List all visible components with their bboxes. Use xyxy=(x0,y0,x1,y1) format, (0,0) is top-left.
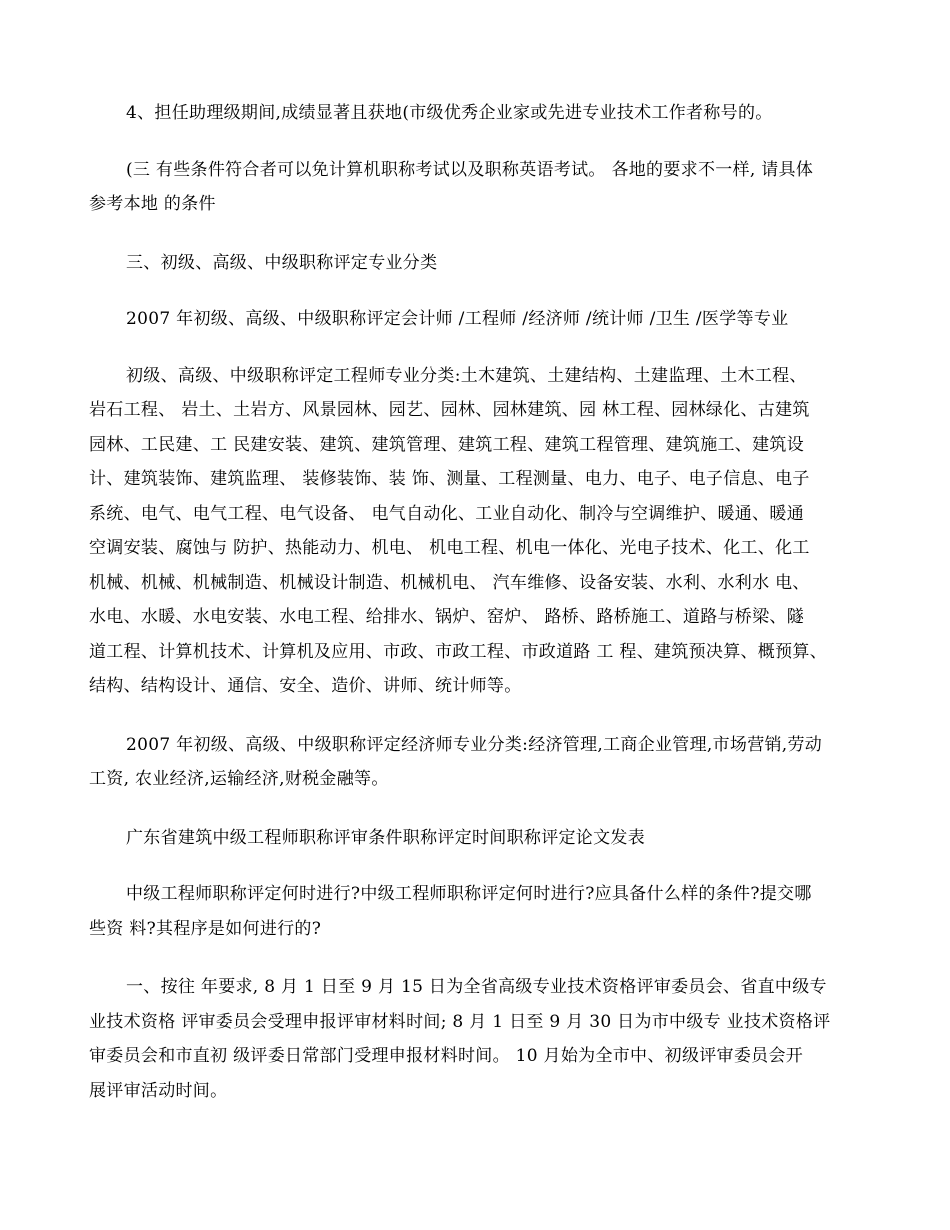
paragraph-questions: 中级工程师职称评定何时进行?中级工程师职称评定何时进行?应具备什么样的条件?提交哪 些资 料?其程序是如何进行的? xyxy=(89,884,812,939)
paragraph-guangdong-title: 广东省建筑中级工程师职称评审条件职称评定时间职称评定论文发表 xyxy=(126,827,645,848)
document-body xyxy=(89,96,874,1132)
paragraph-exemption-note: (三 有些条件符合者可以免计算机职称考试以及职称英语考试。 各地的要求不一样, 请具体 参考本地 的条件 xyxy=(89,159,814,214)
paragraph-economist-specialties: 2007 年初级、高级、中级职称评定经济师专业分类:经济管理,工商企业管理,市场营销,劳动 工资, 农业经济,运输经济,财税金融等。 xyxy=(89,734,823,789)
paragraph-engineer-specialties: 初级、高级、中级职称评定工程师专业分类:土木建筑、土建结构、土建监理、土木工程、 岩石工程、 岩土、土岩方、风景园林、园艺、园林、园林建筑、园 林工程、园林绿化、古建筑 园林、工民建、工 民建安装、建筑、建筑管理、建筑工程、建筑工程管理、建筑施工、建筑设 计、建筑装饰、建筑监理、 装修装饰、装 饰、测量、工程测量、电力、电子、电子信息、电子 系统、电气、电气工程、电气设备、 电气自动化、工业自动化、制冷与空调维护、暖通、暖通 空调安装、腐蚀与 防护、热能动力、机电、 机电工程、机电一体化、光电子技术、化工、化工 机械、机械、机械制造、机械设计制造、机械机电、 汽车维修、设备安装、水利、水利水 电、 水电、水暖、水电安装、水电工程、给排水、锅炉、窑炉、 路桥、路桥施工、道路与桥梁、隧 道工程、计算机技术、计算机及应用、市政、市政工程、市政道路 工 程、建筑预决算、概预算、 结构、结构设计、通信、安全、造价、讲师、统计师等。 xyxy=(89,365,828,696)
paragraph-schedule: 一、按往 年要求, 8 月 1 日至 9 月 15 日为全省高级专业技术资格评审委员会、省直中级专 业技术资格 评审委员会受理申报评审材料时间; 8 月 1 日至 9 月 30 日为市中级专 业技术资格评 审委员会和市直初 级评委日常部门受理申报材料时间。 10 月始为全市中、初级评审委员会开 展评审活动时间。 xyxy=(89,977,831,1101)
paragraph-condition-4: 4、担任助理级期间,成绩显著且获地(市级优秀企业家或先进专业技术工作者称号的。 xyxy=(126,103,773,123)
paragraph-2007-specialties: 2007 年初级、高级、中级职称评定会计师 /工程师 /经济师 /统计师 /卫生 /医学等专业 xyxy=(126,309,789,329)
section-heading-classification: 三、初级、高级、中级职称评定专业分类 xyxy=(126,252,438,273)
